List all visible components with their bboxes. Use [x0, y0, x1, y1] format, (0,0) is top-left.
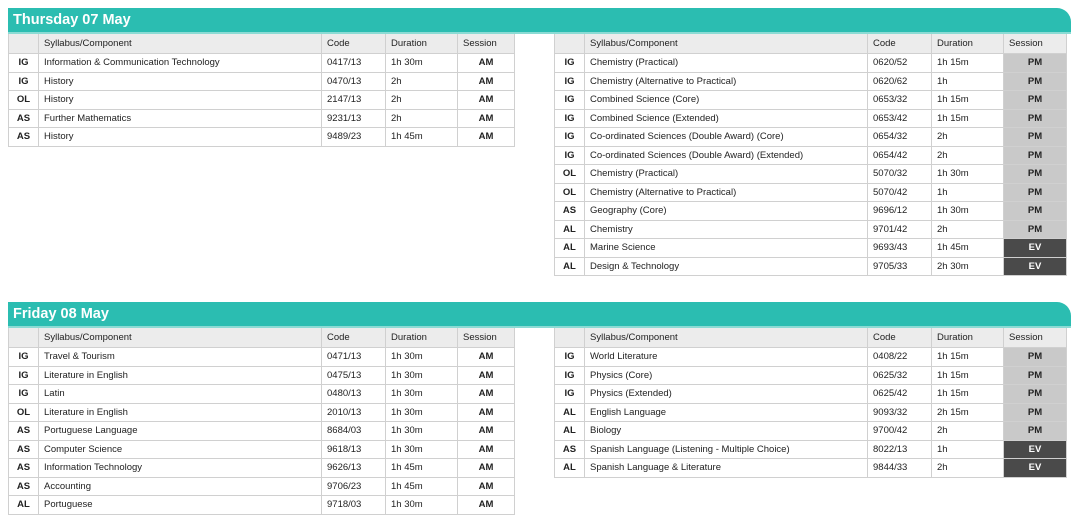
- syllabus-cell: Biology: [585, 422, 868, 441]
- level-cell: OL: [9, 91, 39, 110]
- duration-cell: 2h: [932, 128, 1004, 147]
- table-row: [9, 91, 515, 110]
- table-row: [555, 385, 1067, 404]
- duration-cell: 1h: [932, 440, 1004, 459]
- code-cell: 0654/42: [868, 146, 932, 165]
- table-row: [555, 440, 1067, 459]
- level-cell: AL: [555, 403, 585, 422]
- session-cell: PM: [1004, 385, 1067, 404]
- session-header: Session: [458, 34, 515, 54]
- level-cell: AS: [9, 109, 39, 128]
- syllabus-cell: Spanish Language & Literature: [585, 459, 868, 478]
- syllabus-cell: World Literature: [585, 348, 868, 367]
- exam-table-left: [8, 328, 515, 515]
- syllabus-cell: English Language: [585, 403, 868, 422]
- table-row: [9, 422, 515, 441]
- table-row: [9, 440, 515, 459]
- session-cell: PM: [1004, 146, 1067, 165]
- session-cell: PM: [1004, 366, 1067, 385]
- table-row: [555, 257, 1067, 276]
- level-cell: IG: [9, 54, 39, 73]
- level-cell: AS: [9, 128, 39, 147]
- code-cell: 9626/13: [322, 459, 386, 478]
- duration-cell: 1h 15m: [932, 385, 1004, 404]
- level-header: [555, 34, 585, 54]
- syllabus-cell: Combined Science (Extended): [585, 109, 868, 128]
- syllabus-cell: Spanish Language (Listening - Multiple Choice): [585, 440, 868, 459]
- exam-table-left: [8, 34, 515, 147]
- syllabus-header: Syllabus/Component: [39, 328, 322, 348]
- syllabus-cell: Accounting: [39, 477, 322, 496]
- table-row: [9, 128, 515, 147]
- duration-cell: 2h: [932, 146, 1004, 165]
- syllabus-cell: Travel & Tourism: [39, 348, 322, 367]
- code-cell: 0625/42: [868, 385, 932, 404]
- syllabus-cell: Co-ordinated Sciences (Double Award) (Core): [585, 128, 868, 147]
- level-header: [9, 328, 39, 348]
- code-cell: 0653/32: [868, 91, 932, 110]
- table-row: [555, 366, 1067, 385]
- table-row: [9, 348, 515, 367]
- syllabus-cell: Geography (Core): [585, 202, 868, 221]
- table-row: [555, 459, 1067, 478]
- duration-cell: 1h 45m: [386, 477, 458, 496]
- table-row: [555, 220, 1067, 239]
- duration-cell: 1h 30m: [386, 496, 458, 515]
- duration-cell: 1h 45m: [386, 128, 458, 147]
- code-cell: 8684/03: [322, 422, 386, 441]
- level-header: [9, 34, 39, 54]
- duration-cell: 2h: [932, 422, 1004, 441]
- session-header: Session: [458, 328, 515, 348]
- syllabus-header: Syllabus/Component: [585, 34, 868, 54]
- duration-cell: 1h 30m: [386, 366, 458, 385]
- level-cell: IG: [555, 366, 585, 385]
- duration-header: Duration: [932, 34, 1004, 54]
- session-cell: EV: [1004, 257, 1067, 276]
- level-cell: IG: [9, 366, 39, 385]
- syllabus-cell: Combined Science (Core): [585, 91, 868, 110]
- code-cell: 0408/22: [868, 348, 932, 367]
- level-cell: IG: [555, 72, 585, 91]
- session-header: Session: [1004, 328, 1067, 348]
- code-header: Code: [868, 34, 932, 54]
- duration-cell: 2h: [386, 72, 458, 91]
- duration-cell: 1h 30m: [386, 348, 458, 367]
- session-cell: AM: [458, 54, 515, 73]
- code-cell: 9844/33: [868, 459, 932, 478]
- table-header-row: [9, 34, 515, 54]
- table-row: [555, 91, 1067, 110]
- code-cell: 0620/62: [868, 72, 932, 91]
- level-cell: AL: [555, 257, 585, 276]
- syllabus-cell: Chemistry (Practical): [585, 54, 868, 73]
- session-cell: EV: [1004, 459, 1067, 478]
- table-row: [555, 348, 1067, 367]
- syllabus-cell: Literature in English: [39, 403, 322, 422]
- duration-cell: 2h: [386, 109, 458, 128]
- code-cell: 0417/13: [322, 54, 386, 73]
- session-cell: EV: [1004, 440, 1067, 459]
- code-cell: 9093/32: [868, 403, 932, 422]
- table-row: [9, 403, 515, 422]
- duration-cell: 1h 30m: [932, 202, 1004, 221]
- code-cell: 9618/13: [322, 440, 386, 459]
- level-cell: IG: [9, 385, 39, 404]
- duration-cell: 1h: [932, 72, 1004, 91]
- exam-table-right: [554, 328, 1067, 478]
- level-cell: AS: [555, 440, 585, 459]
- table-header-row: [555, 34, 1067, 54]
- level-cell: AS: [555, 202, 585, 221]
- session-cell: EV: [1004, 239, 1067, 258]
- session-cell: AM: [458, 91, 515, 110]
- level-cell: AL: [555, 459, 585, 478]
- table-row: [555, 403, 1067, 422]
- syllabus-cell: Marine Science: [585, 239, 868, 258]
- code-header: Code: [322, 328, 386, 348]
- table-row: [9, 477, 515, 496]
- duration-cell: 1h 15m: [932, 109, 1004, 128]
- level-cell: AL: [9, 496, 39, 515]
- code-cell: 0475/13: [322, 366, 386, 385]
- table-row: [9, 496, 515, 515]
- code-cell: 9718/03: [322, 496, 386, 515]
- level-cell: IG: [555, 91, 585, 110]
- session-cell: PM: [1004, 183, 1067, 202]
- table-row: [555, 54, 1067, 73]
- syllabus-cell: Portuguese: [39, 496, 322, 515]
- level-cell: AL: [555, 220, 585, 239]
- level-cell: IG: [555, 128, 585, 147]
- table-header-row: [555, 328, 1067, 348]
- session-cell: PM: [1004, 109, 1067, 128]
- session-cell: PM: [1004, 403, 1067, 422]
- level-cell: OL: [555, 183, 585, 202]
- session-cell: AM: [458, 440, 515, 459]
- session-cell: AM: [458, 403, 515, 422]
- syllabus-cell: Portuguese Language: [39, 422, 322, 441]
- duration-cell: 1h 30m: [386, 385, 458, 404]
- level-cell: IG: [9, 72, 39, 91]
- table-row: [555, 128, 1067, 147]
- session-cell: AM: [458, 128, 515, 147]
- code-cell: 9231/13: [322, 109, 386, 128]
- session-cell: AM: [458, 366, 515, 385]
- table-row: [9, 366, 515, 385]
- level-cell: OL: [555, 165, 585, 184]
- level-cell: AS: [9, 477, 39, 496]
- code-cell: 9706/23: [322, 477, 386, 496]
- duration-cell: 1h 15m: [932, 54, 1004, 73]
- duration-cell: 1h 30m: [386, 403, 458, 422]
- session-cell: PM: [1004, 128, 1067, 147]
- session-cell: PM: [1004, 348, 1067, 367]
- duration-cell: 1h 30m: [386, 54, 458, 73]
- session-header: Session: [1004, 34, 1067, 54]
- duration-header: Duration: [386, 34, 458, 54]
- syllabus-cell: Design & Technology: [585, 257, 868, 276]
- duration-cell: 1h: [932, 183, 1004, 202]
- duration-cell: 1h 15m: [932, 91, 1004, 110]
- code-header: Code: [868, 328, 932, 348]
- duration-cell: 2h: [932, 459, 1004, 478]
- level-cell: OL: [9, 403, 39, 422]
- duration-header: Duration: [932, 328, 1004, 348]
- level-header: [555, 328, 585, 348]
- table-row: [9, 459, 515, 478]
- table-row: [555, 239, 1067, 258]
- syllabus-cell: Physics (Extended): [585, 385, 868, 404]
- code-cell: 0470/13: [322, 72, 386, 91]
- duration-cell: 2h 15m: [932, 403, 1004, 422]
- session-cell: PM: [1004, 165, 1067, 184]
- code-cell: 0654/32: [868, 128, 932, 147]
- syllabus-cell: Chemistry (Alternative to Practical): [585, 72, 868, 91]
- syllabus-cell: History: [39, 72, 322, 91]
- code-cell: 9696/12: [868, 202, 932, 221]
- syllabus-cell: History: [39, 91, 322, 110]
- session-cell: AM: [458, 422, 515, 441]
- table-header-row: [9, 328, 515, 348]
- syllabus-header: Syllabus/Component: [585, 328, 868, 348]
- syllabus-cell: Chemistry (Practical): [585, 165, 868, 184]
- level-cell: IG: [555, 146, 585, 165]
- level-cell: IG: [555, 348, 585, 367]
- syllabus-cell: Information & Communication Technology: [39, 54, 322, 73]
- code-cell: 2147/13: [322, 91, 386, 110]
- table-row: [555, 165, 1067, 184]
- code-cell: 9693/43: [868, 239, 932, 258]
- exam-table-right: [554, 34, 1067, 276]
- code-cell: 8022/13: [868, 440, 932, 459]
- code-cell: 9705/33: [868, 257, 932, 276]
- table-row: [555, 72, 1067, 91]
- table-row: [555, 422, 1067, 441]
- syllabus-cell: Computer Science: [39, 440, 322, 459]
- duration-cell: 1h 45m: [386, 459, 458, 478]
- syllabus-cell: Information Technology: [39, 459, 322, 478]
- day-title: Friday 08 May: [8, 302, 1071, 326]
- session-cell: PM: [1004, 54, 1067, 73]
- level-cell: IG: [9, 348, 39, 367]
- duration-cell: 1h 45m: [932, 239, 1004, 258]
- code-cell: 9700/42: [868, 422, 932, 441]
- code-header: Code: [322, 34, 386, 54]
- table-row: [9, 72, 515, 91]
- code-cell: 0480/13: [322, 385, 386, 404]
- level-cell: IG: [555, 109, 585, 128]
- duration-cell: 1h 30m: [932, 165, 1004, 184]
- code-cell: 0653/42: [868, 109, 932, 128]
- syllabus-cell: History: [39, 128, 322, 147]
- session-cell: AM: [458, 459, 515, 478]
- syllabus-cell: Chemistry (Alternative to Practical): [585, 183, 868, 202]
- session-cell: AM: [458, 385, 515, 404]
- duration-cell: 2h: [932, 220, 1004, 239]
- session-cell: AM: [458, 477, 515, 496]
- table-row: [9, 385, 515, 404]
- level-cell: AS: [9, 422, 39, 441]
- session-cell: PM: [1004, 422, 1067, 441]
- syllabus-cell: Literature in English: [39, 366, 322, 385]
- code-cell: 0625/32: [868, 366, 932, 385]
- day-title: Thursday 07 May: [8, 8, 1071, 32]
- table-row: [555, 146, 1067, 165]
- level-cell: IG: [555, 385, 585, 404]
- table-row: [555, 109, 1067, 128]
- table-row: [555, 202, 1067, 221]
- level-cell: AS: [9, 440, 39, 459]
- session-cell: PM: [1004, 72, 1067, 91]
- session-cell: AM: [458, 496, 515, 515]
- session-cell: PM: [1004, 91, 1067, 110]
- session-cell: AM: [458, 348, 515, 367]
- duration-cell: 2h 30m: [932, 257, 1004, 276]
- syllabus-cell: Chemistry: [585, 220, 868, 239]
- day-section: [8, 302, 1071, 328]
- syllabus-cell: Further Mathematics: [39, 109, 322, 128]
- code-cell: 0620/52: [868, 54, 932, 73]
- syllabus-cell: Latin: [39, 385, 322, 404]
- code-cell: 9489/23: [322, 128, 386, 147]
- session-cell: AM: [458, 72, 515, 91]
- duration-cell: 1h 15m: [932, 348, 1004, 367]
- table-row: [9, 109, 515, 128]
- duration-cell: 1h 30m: [386, 440, 458, 459]
- level-cell: IG: [555, 54, 585, 73]
- session-cell: PM: [1004, 202, 1067, 221]
- code-cell: 5070/32: [868, 165, 932, 184]
- session-cell: PM: [1004, 220, 1067, 239]
- syllabus-cell: Co-ordinated Sciences (Double Award) (Extended): [585, 146, 868, 165]
- table-row: [9, 54, 515, 73]
- level-cell: AL: [555, 422, 585, 441]
- duration-cell: 2h: [386, 91, 458, 110]
- syllabus-header: Syllabus/Component: [39, 34, 322, 54]
- code-cell: 5070/42: [868, 183, 932, 202]
- table-row: [555, 183, 1067, 202]
- code-cell: 2010/13: [322, 403, 386, 422]
- session-cell: AM: [458, 109, 515, 128]
- level-cell: AL: [555, 239, 585, 258]
- code-cell: 9701/42: [868, 220, 932, 239]
- code-cell: 0471/13: [322, 348, 386, 367]
- duration-cell: 1h 15m: [932, 366, 1004, 385]
- duration-header: Duration: [386, 328, 458, 348]
- syllabus-cell: Physics (Core): [585, 366, 868, 385]
- day-section: [8, 8, 1071, 34]
- duration-cell: 1h 30m: [386, 422, 458, 441]
- level-cell: AS: [9, 459, 39, 478]
